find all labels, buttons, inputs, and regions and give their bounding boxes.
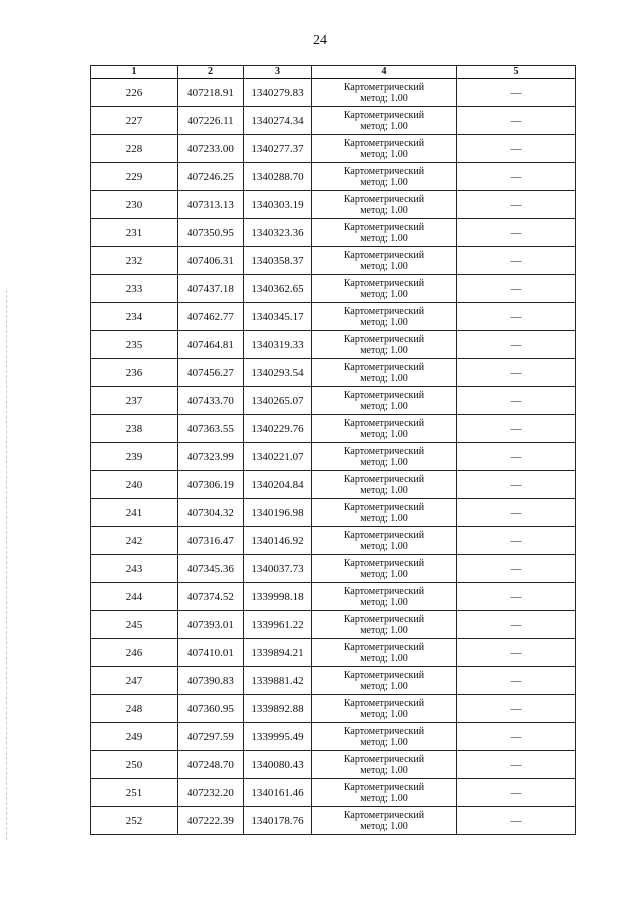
method-cell bbox=[312, 191, 457, 219]
x-coordinate-cell: 407297.59 bbox=[178, 723, 244, 751]
point-number-cell: 240 bbox=[91, 471, 178, 499]
y-coordinate-cell: 1340362.65 bbox=[244, 275, 312, 303]
point-number-cell: 234 bbox=[91, 303, 178, 331]
description-cell bbox=[457, 387, 576, 415]
description-cell bbox=[457, 779, 576, 807]
x-coordinate-cell: 407393.01 bbox=[178, 611, 244, 639]
method-accuracy: метод; 1.00 bbox=[360, 568, 408, 580]
point-number-cell: 227 bbox=[91, 107, 178, 135]
method-cell bbox=[312, 303, 457, 331]
method-cell bbox=[312, 779, 457, 807]
table-row bbox=[91, 247, 576, 275]
table-row bbox=[91, 695, 576, 723]
description-cell bbox=[457, 695, 576, 723]
method-cell bbox=[312, 667, 457, 695]
y-coordinate-cell: 1340221.07 bbox=[244, 443, 312, 471]
empty-dash: — bbox=[510, 674, 522, 687]
point-number-cell: 233 bbox=[91, 275, 178, 303]
method-accuracy: метод; 1.00 bbox=[360, 92, 408, 104]
y-coordinate-cell: 1340146.92 bbox=[244, 527, 312, 555]
method-accuracy: метод; 1.00 bbox=[360, 708, 408, 720]
x-coordinate-cell: 407246.25 bbox=[178, 163, 244, 191]
empty-dash: — bbox=[510, 254, 522, 267]
x-coordinate-cell: 407222.39 bbox=[178, 807, 244, 835]
empty-dash: — bbox=[510, 86, 522, 99]
empty-dash: — bbox=[510, 170, 522, 183]
y-coordinate-cell: 1339892.88 bbox=[244, 695, 312, 723]
table-row bbox=[91, 191, 576, 219]
column-header-1: 1 bbox=[91, 66, 178, 79]
table-row bbox=[91, 555, 576, 583]
point-number-cell: 247 bbox=[91, 667, 178, 695]
method-name: Картометрический bbox=[343, 529, 425, 541]
empty-dash: — bbox=[510, 422, 522, 435]
empty-dash: — bbox=[510, 394, 522, 407]
empty-dash: — bbox=[510, 534, 522, 547]
table-row bbox=[91, 275, 576, 303]
x-coordinate-cell: 407248.70 bbox=[178, 751, 244, 779]
description-cell bbox=[457, 471, 576, 499]
method-name: Картометрический bbox=[343, 81, 425, 93]
description-cell bbox=[457, 667, 576, 695]
table-row bbox=[91, 387, 576, 415]
method-name: Картометрический bbox=[343, 249, 425, 261]
point-number-cell: 236 bbox=[91, 359, 178, 387]
y-coordinate-cell: 1340265.07 bbox=[244, 387, 312, 415]
table-row bbox=[91, 499, 576, 527]
column-header-2: 2 bbox=[178, 66, 244, 79]
method-cell bbox=[312, 695, 457, 723]
table-body bbox=[91, 79, 576, 835]
y-coordinate-cell: 1340037.73 bbox=[244, 555, 312, 583]
method-name: Картометрический bbox=[343, 417, 425, 429]
page-number: 24 bbox=[313, 33, 327, 48]
method-cell bbox=[312, 247, 457, 275]
y-coordinate-cell: 1339995.49 bbox=[244, 723, 312, 751]
method-accuracy: метод; 1.00 bbox=[360, 428, 408, 440]
method-accuracy: метод; 1.00 bbox=[360, 260, 408, 272]
method-accuracy: метод; 1.00 bbox=[360, 792, 408, 804]
table-row bbox=[91, 443, 576, 471]
empty-dash: — bbox=[510, 730, 522, 743]
y-coordinate-cell: 1340161.46 bbox=[244, 779, 312, 807]
empty-dash: — bbox=[510, 562, 522, 575]
table-row bbox=[91, 527, 576, 555]
method-cell bbox=[312, 219, 457, 247]
empty-dash: — bbox=[510, 590, 522, 603]
method-name: Картометрический bbox=[343, 333, 425, 345]
x-coordinate-cell: 407406.31 bbox=[178, 247, 244, 275]
method-name: Картометрический bbox=[343, 613, 425, 625]
description-cell bbox=[457, 331, 576, 359]
method-cell bbox=[312, 163, 457, 191]
method-accuracy: метод; 1.00 bbox=[360, 120, 408, 132]
y-coordinate-cell: 1340303.19 bbox=[244, 191, 312, 219]
x-coordinate-cell: 407226.11 bbox=[178, 107, 244, 135]
y-coordinate-cell: 1340178.76 bbox=[244, 807, 312, 835]
description-cell bbox=[457, 443, 576, 471]
method-name: Картометрический bbox=[343, 193, 425, 205]
table-row bbox=[91, 359, 576, 387]
table-row bbox=[91, 303, 576, 331]
table-row bbox=[91, 471, 576, 499]
point-number-cell: 229 bbox=[91, 163, 178, 191]
method-accuracy: метод; 1.00 bbox=[360, 148, 408, 160]
table-row bbox=[91, 219, 576, 247]
description-cell bbox=[457, 527, 576, 555]
empty-dash: — bbox=[510, 142, 522, 155]
method-cell bbox=[312, 611, 457, 639]
empty-dash: — bbox=[510, 786, 522, 799]
point-number-cell: 244 bbox=[91, 583, 178, 611]
table-row bbox=[91, 779, 576, 807]
point-number-cell: 235 bbox=[91, 331, 178, 359]
x-coordinate-cell: 407316.47 bbox=[178, 527, 244, 555]
method-accuracy: метод; 1.00 bbox=[360, 764, 408, 776]
empty-dash: — bbox=[510, 646, 522, 659]
y-coordinate-cell: 1340196.98 bbox=[244, 499, 312, 527]
method-accuracy: метод; 1.00 bbox=[360, 288, 408, 300]
description-cell bbox=[457, 107, 576, 135]
method-cell bbox=[312, 723, 457, 751]
point-number-cell: 232 bbox=[91, 247, 178, 275]
x-coordinate-cell: 407462.77 bbox=[178, 303, 244, 331]
table-row bbox=[91, 415, 576, 443]
y-coordinate-cell: 1340204.84 bbox=[244, 471, 312, 499]
method-name: Картометрический bbox=[343, 725, 425, 737]
method-cell bbox=[312, 359, 457, 387]
coordinates-table bbox=[90, 65, 576, 835]
point-number-cell: 248 bbox=[91, 695, 178, 723]
column-header-3: 3 bbox=[244, 66, 312, 79]
table-row bbox=[91, 79, 576, 107]
method-cell bbox=[312, 807, 457, 835]
method-name: Картометрический bbox=[343, 697, 425, 709]
point-number-cell: 243 bbox=[91, 555, 178, 583]
method-name: Картометрический bbox=[343, 557, 425, 569]
method-accuracy: метод; 1.00 bbox=[360, 596, 408, 608]
method-cell bbox=[312, 387, 457, 415]
method-cell bbox=[312, 583, 457, 611]
table-row bbox=[91, 611, 576, 639]
description-cell bbox=[457, 555, 576, 583]
empty-dash: — bbox=[510, 198, 522, 211]
empty-dash: — bbox=[510, 702, 522, 715]
description-cell bbox=[457, 135, 576, 163]
point-number-cell: 238 bbox=[91, 415, 178, 443]
y-coordinate-cell: 1340358.37 bbox=[244, 247, 312, 275]
x-coordinate-cell: 407390.83 bbox=[178, 667, 244, 695]
point-number-cell: 226 bbox=[91, 79, 178, 107]
empty-dash: — bbox=[510, 618, 522, 631]
description-cell bbox=[457, 639, 576, 667]
description-cell bbox=[457, 611, 576, 639]
method-name: Картометрический bbox=[343, 165, 425, 177]
table-row bbox=[91, 163, 576, 191]
point-number-cell: 241 bbox=[91, 499, 178, 527]
table-row bbox=[91, 807, 576, 835]
point-number-cell: 228 bbox=[91, 135, 178, 163]
method-name: Картометрический bbox=[343, 221, 425, 233]
empty-dash: — bbox=[510, 450, 522, 463]
table-header-row bbox=[91, 66, 576, 79]
method-name: Картометрический bbox=[343, 585, 425, 597]
point-number-cell: 231 bbox=[91, 219, 178, 247]
method-accuracy: метод; 1.00 bbox=[360, 736, 408, 748]
method-accuracy: метод; 1.00 bbox=[360, 344, 408, 356]
method-name: Картометрический bbox=[343, 781, 425, 793]
method-name: Картометрический bbox=[343, 641, 425, 653]
x-coordinate-cell: 407350.95 bbox=[178, 219, 244, 247]
empty-dash: — bbox=[510, 114, 522, 127]
method-name: Картометрический bbox=[343, 109, 425, 121]
table-row bbox=[91, 583, 576, 611]
method-cell bbox=[312, 79, 457, 107]
point-number-cell: 250 bbox=[91, 751, 178, 779]
method-cell bbox=[312, 443, 457, 471]
method-name: Картометрический bbox=[343, 753, 425, 765]
method-cell bbox=[312, 331, 457, 359]
method-cell bbox=[312, 639, 457, 667]
description-cell bbox=[457, 359, 576, 387]
method-name: Картометрический bbox=[343, 473, 425, 485]
description-cell bbox=[457, 723, 576, 751]
method-accuracy: метод; 1.00 bbox=[360, 512, 408, 524]
column-header-4: 4 bbox=[312, 66, 457, 79]
y-coordinate-cell: 1340080.43 bbox=[244, 751, 312, 779]
method-accuracy: метод; 1.00 bbox=[360, 624, 408, 636]
point-number-cell: 242 bbox=[91, 527, 178, 555]
description-cell bbox=[457, 219, 576, 247]
x-coordinate-cell: 407306.19 bbox=[178, 471, 244, 499]
method-name: Картометрический bbox=[343, 361, 425, 373]
method-cell bbox=[312, 555, 457, 583]
empty-dash: — bbox=[510, 366, 522, 379]
y-coordinate-cell: 1339894.21 bbox=[244, 639, 312, 667]
description-cell bbox=[457, 583, 576, 611]
y-coordinate-cell: 1339961.22 bbox=[244, 611, 312, 639]
method-name: Картометрический bbox=[343, 809, 425, 821]
x-coordinate-cell: 407360.95 bbox=[178, 695, 244, 723]
method-accuracy: метод; 1.00 bbox=[360, 456, 408, 468]
point-number-cell: 252 bbox=[91, 807, 178, 835]
method-accuracy: метод; 1.00 bbox=[360, 316, 408, 328]
x-coordinate-cell: 407218.91 bbox=[178, 79, 244, 107]
description-cell bbox=[457, 163, 576, 191]
description-cell bbox=[457, 247, 576, 275]
table-row bbox=[91, 331, 576, 359]
y-coordinate-cell: 1340274.34 bbox=[244, 107, 312, 135]
empty-dash: — bbox=[510, 814, 522, 827]
method-cell bbox=[312, 499, 457, 527]
method-cell bbox=[312, 527, 457, 555]
empty-dash: — bbox=[510, 282, 522, 295]
method-accuracy: метод; 1.00 bbox=[360, 680, 408, 692]
description-cell bbox=[457, 415, 576, 443]
description-cell bbox=[457, 751, 576, 779]
y-coordinate-cell: 1340279.83 bbox=[244, 79, 312, 107]
y-coordinate-cell: 1339881.42 bbox=[244, 667, 312, 695]
y-coordinate-cell: 1339998.18 bbox=[244, 583, 312, 611]
method-accuracy: метод; 1.00 bbox=[360, 176, 408, 188]
x-coordinate-cell: 407345.36 bbox=[178, 555, 244, 583]
method-accuracy: метод; 1.00 bbox=[360, 232, 408, 244]
point-number-cell: 245 bbox=[91, 611, 178, 639]
method-name: Картометрический bbox=[343, 389, 425, 401]
method-name: Картометрический bbox=[343, 669, 425, 681]
method-accuracy: метод; 1.00 bbox=[360, 652, 408, 664]
empty-dash: — bbox=[510, 338, 522, 351]
x-coordinate-cell: 407437.18 bbox=[178, 275, 244, 303]
method-cell bbox=[312, 107, 457, 135]
x-coordinate-cell: 407464.81 bbox=[178, 331, 244, 359]
method-name: Картометрический bbox=[343, 501, 425, 513]
empty-dash: — bbox=[510, 226, 522, 239]
description-cell bbox=[457, 275, 576, 303]
column-header-5: 5 bbox=[457, 66, 576, 79]
empty-dash: — bbox=[510, 758, 522, 771]
x-coordinate-cell: 407410.01 bbox=[178, 639, 244, 667]
table-row bbox=[91, 723, 576, 751]
method-name: Картометрический bbox=[343, 445, 425, 457]
method-cell bbox=[312, 751, 457, 779]
description-cell bbox=[457, 79, 576, 107]
description-cell bbox=[457, 303, 576, 331]
point-number-cell: 249 bbox=[91, 723, 178, 751]
method-cell bbox=[312, 135, 457, 163]
method-accuracy: метод; 1.00 bbox=[360, 372, 408, 384]
empty-dash: — bbox=[510, 506, 522, 519]
x-coordinate-cell: 407456.27 bbox=[178, 359, 244, 387]
description-cell bbox=[457, 807, 576, 835]
method-cell bbox=[312, 471, 457, 499]
x-coordinate-cell: 407304.32 bbox=[178, 499, 244, 527]
y-coordinate-cell: 1340229.76 bbox=[244, 415, 312, 443]
x-coordinate-cell: 407374.52 bbox=[178, 583, 244, 611]
x-coordinate-cell: 407363.55 bbox=[178, 415, 244, 443]
y-coordinate-cell: 1340323.36 bbox=[244, 219, 312, 247]
table-row bbox=[91, 667, 576, 695]
method-accuracy: метод; 1.00 bbox=[360, 400, 408, 412]
x-coordinate-cell: 407313.13 bbox=[178, 191, 244, 219]
method-accuracy: метод; 1.00 bbox=[360, 484, 408, 496]
y-coordinate-cell: 1340293.54 bbox=[244, 359, 312, 387]
method-accuracy: метод; 1.00 bbox=[360, 820, 408, 832]
y-coordinate-cell: 1340277.37 bbox=[244, 135, 312, 163]
x-coordinate-cell: 407232.20 bbox=[178, 779, 244, 807]
table-row bbox=[91, 135, 576, 163]
empty-dash: — bbox=[510, 310, 522, 323]
method-cell bbox=[312, 415, 457, 443]
method-cell bbox=[312, 275, 457, 303]
method-accuracy: метод; 1.00 bbox=[360, 540, 408, 552]
x-coordinate-cell: 407323.99 bbox=[178, 443, 244, 471]
method-name: Картометрический bbox=[343, 137, 425, 149]
y-coordinate-cell: 1340319.33 bbox=[244, 331, 312, 359]
table-row bbox=[91, 107, 576, 135]
table-row bbox=[91, 751, 576, 779]
margin-rule bbox=[6, 290, 8, 840]
empty-dash: — bbox=[510, 478, 522, 491]
point-number-cell: 239 bbox=[91, 443, 178, 471]
point-number-cell: 251 bbox=[91, 779, 178, 807]
point-number-cell: 237 bbox=[91, 387, 178, 415]
method-accuracy: метод; 1.00 bbox=[360, 204, 408, 216]
point-number-cell: 230 bbox=[91, 191, 178, 219]
x-coordinate-cell: 407433.70 bbox=[178, 387, 244, 415]
description-cell bbox=[457, 191, 576, 219]
method-name: Картометрический bbox=[343, 277, 425, 289]
method-name: Картометрический bbox=[343, 305, 425, 317]
table-row bbox=[91, 639, 576, 667]
y-coordinate-cell: 1340288.70 bbox=[244, 163, 312, 191]
point-number-cell: 246 bbox=[91, 639, 178, 667]
y-coordinate-cell: 1340345.17 bbox=[244, 303, 312, 331]
description-cell bbox=[457, 499, 576, 527]
x-coordinate-cell: 407233.00 bbox=[178, 135, 244, 163]
